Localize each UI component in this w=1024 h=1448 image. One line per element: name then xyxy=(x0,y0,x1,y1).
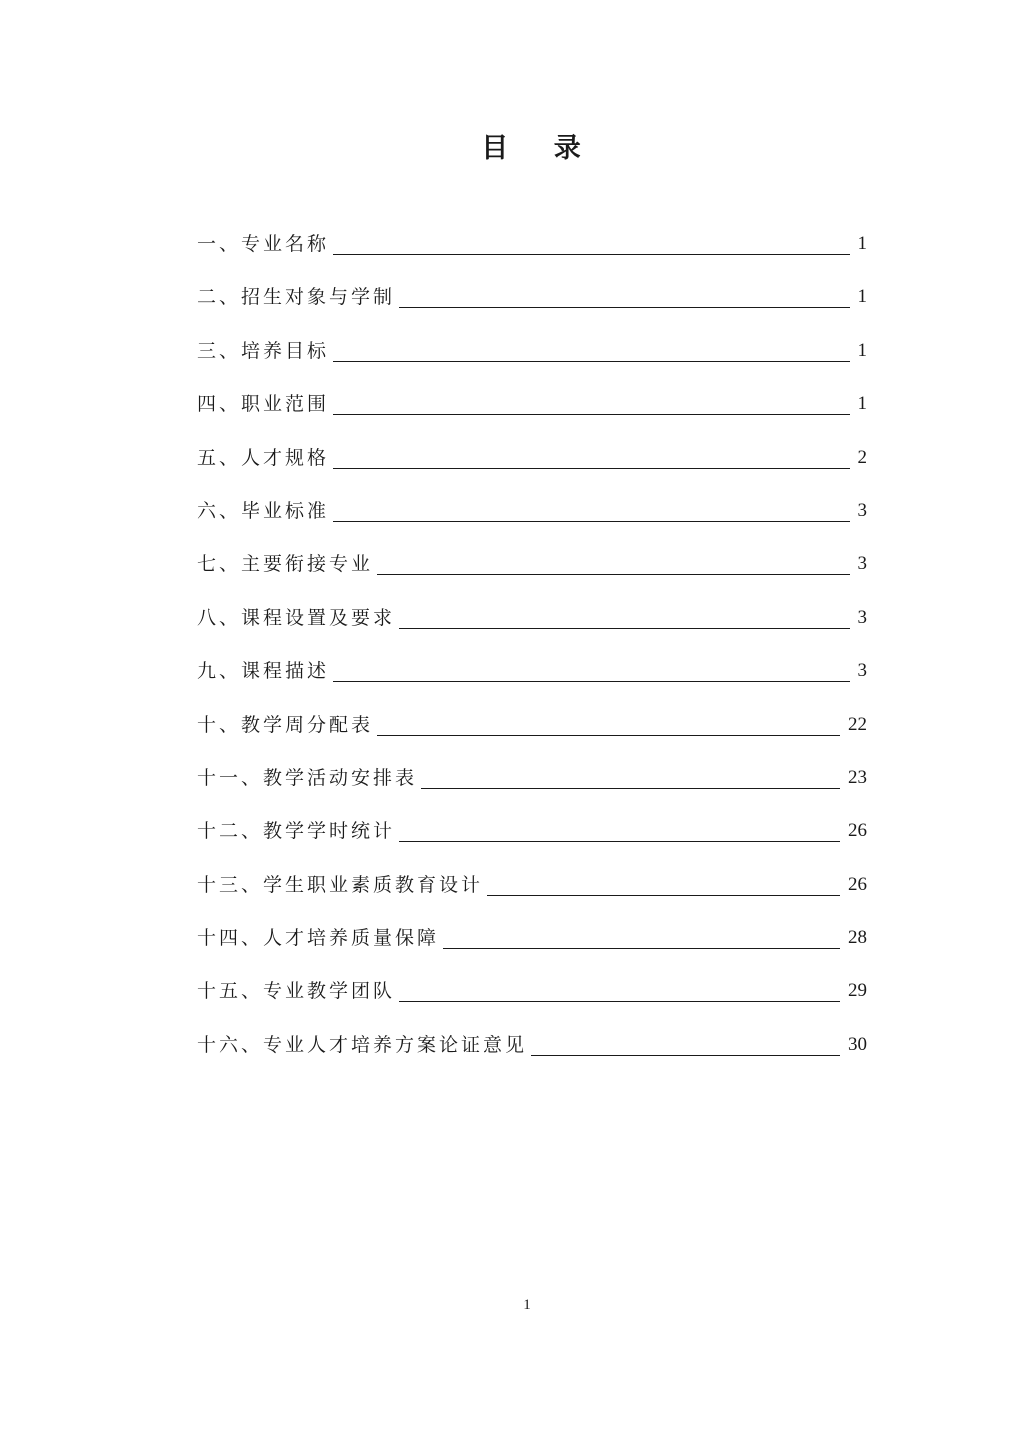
toc-entry-label: 四、职业范围 xyxy=(197,393,330,416)
toc-entry-page: 26 xyxy=(848,873,867,895)
toc-leader-line xyxy=(333,655,849,682)
toc-entry[interactable] xyxy=(197,281,867,334)
toc-entry-label: 十、教学周分配表 xyxy=(197,713,374,736)
toc-leader-line xyxy=(399,602,849,629)
toc-entry[interactable] xyxy=(197,335,867,388)
toc-entry[interactable] xyxy=(197,709,867,762)
toc-entry[interactable] xyxy=(197,1029,867,1082)
toc-leader-line xyxy=(399,815,840,842)
toc-leader-line xyxy=(333,228,849,255)
toc-entry[interactable] xyxy=(197,495,867,548)
toc-entry-label: 六、毕业标准 xyxy=(197,499,330,522)
toc-entry-label: 十二、教学学时统计 xyxy=(197,820,396,843)
toc-leader-line xyxy=(531,1029,840,1056)
toc-entry-label: 八、课程设置及要求 xyxy=(197,606,396,629)
toc-entry-label: 十四、人才培养质量保障 xyxy=(197,927,440,950)
toc-entry[interactable] xyxy=(197,815,867,868)
toc-entry-page: 1 xyxy=(857,393,867,415)
toc-entry-page: 28 xyxy=(848,927,867,949)
toc-leader-line xyxy=(487,869,840,896)
toc-entry[interactable] xyxy=(197,762,867,815)
toc-entry[interactable] xyxy=(197,548,867,601)
toc-entry-page: 23 xyxy=(848,766,867,788)
toc-entry[interactable] xyxy=(197,922,867,975)
toc-entry-page: 29 xyxy=(848,980,867,1002)
toc-leader-line xyxy=(333,495,849,522)
toc-entry-label: 七、主要衔接专业 xyxy=(197,553,374,576)
toc-leader-line xyxy=(399,281,849,308)
toc-entry[interactable] xyxy=(197,975,867,1028)
toc-leader-line xyxy=(333,388,849,415)
toc-entry-page: 3 xyxy=(857,553,867,575)
toc-entry[interactable] xyxy=(197,228,867,281)
toc-entry-page: 26 xyxy=(848,820,867,842)
toc-leader-line xyxy=(421,762,840,789)
page-number: 1 xyxy=(523,1297,531,1313)
toc-leader-line xyxy=(443,922,840,949)
table-of-contents xyxy=(197,228,867,1082)
toc-entry[interactable] xyxy=(197,655,867,708)
toc-entry-page: 30 xyxy=(848,1033,867,1055)
toc-entry-label: 十三、学生职业素质教育设计 xyxy=(197,873,484,896)
toc-entry-label: 十一、教学活动安排表 xyxy=(197,766,418,789)
toc-leader-line xyxy=(399,975,840,1002)
toc-entry-page: 1 xyxy=(857,233,867,254)
toc-entry[interactable] xyxy=(197,869,867,922)
toc-entry-label: 九、课程描述 xyxy=(197,660,330,683)
page-title: 目 录 xyxy=(481,133,599,164)
toc-entry[interactable] xyxy=(197,602,867,655)
toc-entry-label: 十五、专业教学团队 xyxy=(197,980,396,1003)
toc-entry[interactable] xyxy=(197,442,867,495)
toc-leader-line xyxy=(333,335,849,362)
toc-entry-page: 1 xyxy=(857,286,867,308)
toc-entry[interactable] xyxy=(197,388,867,441)
toc-entry-page: 22 xyxy=(848,713,867,735)
toc-entry-label: 十六、专业人才培养方案论证意见 xyxy=(197,1033,528,1056)
toc-leader-line xyxy=(377,548,849,575)
toc-entry-page: 3 xyxy=(857,499,867,521)
toc-entry-label: 一、专业名称 xyxy=(197,233,330,255)
toc-entry-page: 3 xyxy=(857,606,867,628)
toc-entry-label: 二、招生对象与学制 xyxy=(197,286,396,309)
toc-entry-label: 三、培养目标 xyxy=(197,339,330,362)
toc-entry-label: 五、人才规格 xyxy=(197,446,330,469)
toc-entry-page: 3 xyxy=(857,660,867,682)
toc-entry-page: 2 xyxy=(857,446,867,468)
toc-entry-page: 1 xyxy=(857,339,867,361)
toc-leader-line xyxy=(333,442,849,469)
toc-leader-line xyxy=(377,709,840,736)
